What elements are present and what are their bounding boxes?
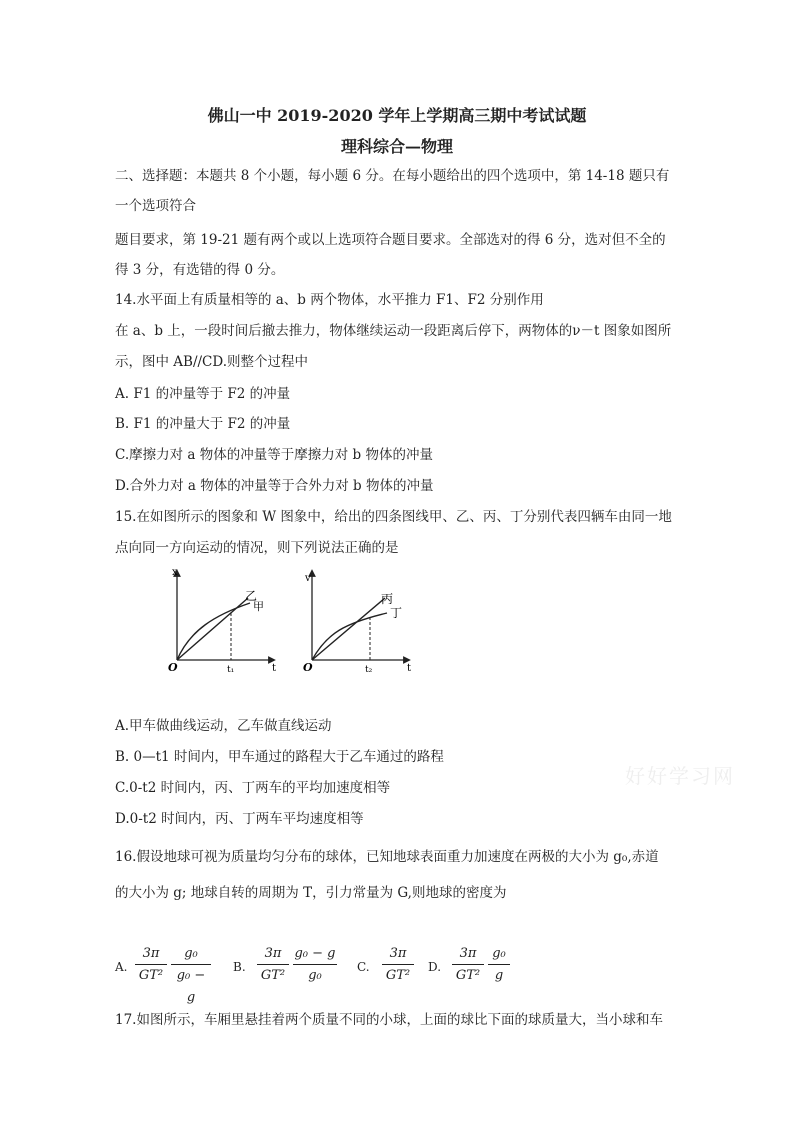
question-14-option-d: D.合外力对 a 物体的冲量等于合外力对 b 物体的冲量 — [115, 478, 434, 494]
line-label-ding: 丁 — [390, 606, 403, 620]
option-letter: A. — [115, 960, 128, 974]
fraction: g₀ g — [488, 944, 510, 985]
intro-line: 一个选项符合 — [115, 198, 196, 214]
watermark: 好好学习网 — [625, 764, 735, 788]
fraction: g₀ − g g₀ — [294, 946, 336, 983]
y-axis-label: v — [305, 573, 311, 584]
option-letter: B. — [233, 960, 246, 974]
question-14-option-b: B. F1 的冲量大于 F2 的冲量 — [115, 416, 291, 432]
question-15-option-c: C.0-t2 时间内，丙、丁两车的平均加速度相等 — [115, 780, 391, 796]
question-16-stem: 16.假设地球可视为质量均匀分布的球体，已知地球表面重力加速度在两极的大小为 g₀,赤道 — [115, 849, 659, 865]
curve-label-yi: 乙 — [245, 589, 258, 603]
question-14-stem: 14.水平面上有质量相等的 a、b 两个物体，水平推力 F1、F2 分别作用 — [115, 292, 544, 308]
curve-yi — [177, 603, 250, 660]
origin-label: O — [168, 661, 178, 674]
question-15-stem: 点向同一方向运动的情况，则下列说法正确的是 — [115, 540, 399, 556]
question-14-option-a: A. F1 的冲量等于 F2 的冲量 — [115, 386, 291, 402]
origin-label: O — [303, 661, 313, 674]
question-16-options — [115, 944, 535, 1005]
line-jia — [177, 598, 248, 660]
fraction: 3π GT² — [452, 944, 484, 985]
fraction: 3π GT² — [257, 944, 289, 985]
question-15-stem: 15.在如图所示的图象和 W 图象中，给出的四条图线甲、乙、丙、丁分别代表四辆车由同一地 — [115, 509, 672, 525]
question-14-stem: 在 a、b 上，一段时间后撤去推力，物体继续运动一段距离后停下，两物体的ν－t 图象如图所 — [115, 323, 672, 339]
curve-bing — [312, 613, 387, 660]
question-14-stem: 示，图中 AB//CD.则整个过程中 — [115, 354, 309, 370]
fraction: 3π GT² — [382, 944, 414, 985]
option-letter: C. — [357, 960, 370, 974]
option-letter: D. — [428, 960, 442, 974]
x-t-graph — [160, 565, 285, 684]
line-label-jia: 甲 — [253, 600, 264, 613]
line-ding — [312, 598, 385, 660]
fraction: g₀ g₀ − g — [171, 944, 211, 985]
page-title: 佛山一中 2019-2020 学年上学期高三期中考试试题 — [207, 106, 587, 125]
fraction: 3π GT² — [135, 944, 167, 985]
question-17-stem: 17.如图所示，车厢里悬挂着两个质量不同的小球，上面的球比下面的球质量大，当小球和车 — [115, 1012, 663, 1028]
intro-line: 题目要求，第 19-21 题有两个或以上选项符合题目要求。全部选对的得 6 分，选对但不全的 — [115, 232, 666, 248]
v-t-graph — [295, 565, 420, 684]
curve-label-bing: 丙 — [381, 592, 394, 606]
x-axis-label: t — [407, 663, 412, 674]
intro-line: 得 3 分，有选错的得 0 分。 — [115, 262, 285, 278]
question-15-option-d: D.0-t2 时间内，丙、丁两车平均速度相等 — [115, 811, 364, 827]
x-axis-label: t — [272, 663, 277, 674]
intro-line: 二、选择题：本题共 8 个小题，每小题 6 分。在每小题给出的四个选项中，第 14-18 题只有 — [115, 168, 670, 184]
question-15-option-a: A.甲车做曲线运动，乙车做直线运动 — [115, 718, 332, 734]
question-15-option-b: B. 0—t1 时间内，甲车通过的路程大于乙车通过的路程 — [115, 749, 444, 765]
question-14-option-c: C.摩擦力对 a 物体的冲量等于摩擦力对 b 物体的冲量 — [115, 447, 433, 463]
y-axis-label: x — [172, 567, 178, 578]
page-subtitle: 理科综合—物理 — [340, 137, 453, 156]
question-16-stem: 的大小为 g; 地球自转的周期为 T，引力常量为 G,则地球的密度为 — [115, 885, 507, 901]
tick-label-t1: t₁ — [227, 665, 235, 675]
tick-label-t2: t₂ — [365, 665, 373, 675]
